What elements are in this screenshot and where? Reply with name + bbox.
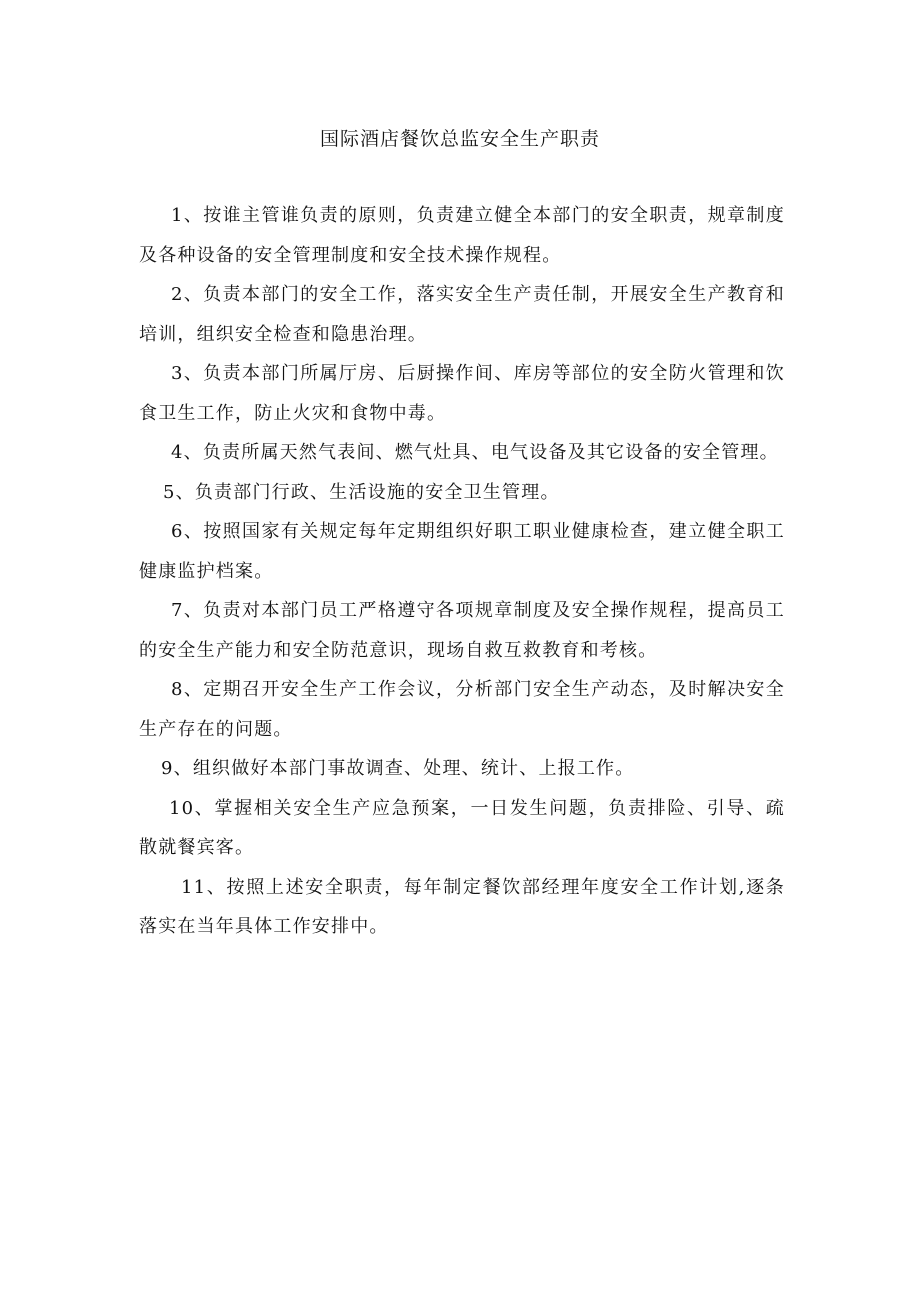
duty-list bbox=[139, 196, 785, 947]
duty-item-5: 5、负责部门行政、生活设施的安全卫生管理。 bbox=[163, 481, 560, 503]
duty-item-3: 3、负责本部门所属厅房、后厨操作间、库房等部位的安全防火管理和饮食卫生工作，防止火灾和食物中毒。 bbox=[139, 363, 785, 424]
document-title: 国际酒店餐饮总监安全生产职责 bbox=[319, 128, 600, 150]
duty-item-2: 2、负责本部门的安全工作，落实安全生产责任制，开展安全生产教育和培训，组织安全检查和隐患治理。 bbox=[139, 284, 785, 345]
duty-item-11: 11、按照上述安全职责，每年制定餐饮部经理年度安全工作计划,逐条落实在当年具体工作安排中。 bbox=[139, 876, 785, 937]
duty-item-9: 9、组织做好本部门事故调查、处理、统计、上报工作。 bbox=[161, 758, 635, 779]
duty-item-8: 8、定期召开安全生产工作会议，分析部门安全生产动态，及时解决安全生产存在的问题。 bbox=[139, 679, 785, 740]
duty-item-7: 7、负责对本部门员工严格遵守各项规章制度及安全操作规程，提高员工的安全生产能力和安全防范意识，现场自救互救教育和考核。 bbox=[139, 600, 785, 661]
duty-item-6: 6、按照国家有关规定每年定期组织好职工职业健康检查，建立健全职工健康监护档案。 bbox=[139, 521, 785, 582]
duty-item-1: 1、按谁主管谁负责的原则，负责建立健全本部门的安全职责，规章制度及各种设备的安全管理制度和安全技术操作规程。 bbox=[139, 205, 785, 266]
duty-item-4: 4、负责所属天然气表间、燃气灶具、电气设备及其它设备的安全管理。 bbox=[171, 442, 779, 463]
duty-item-10: 10、掌握相关安全生产应急预案，一日发生问题，负责排险、引导、疏散就餐宾客。 bbox=[139, 797, 785, 858]
